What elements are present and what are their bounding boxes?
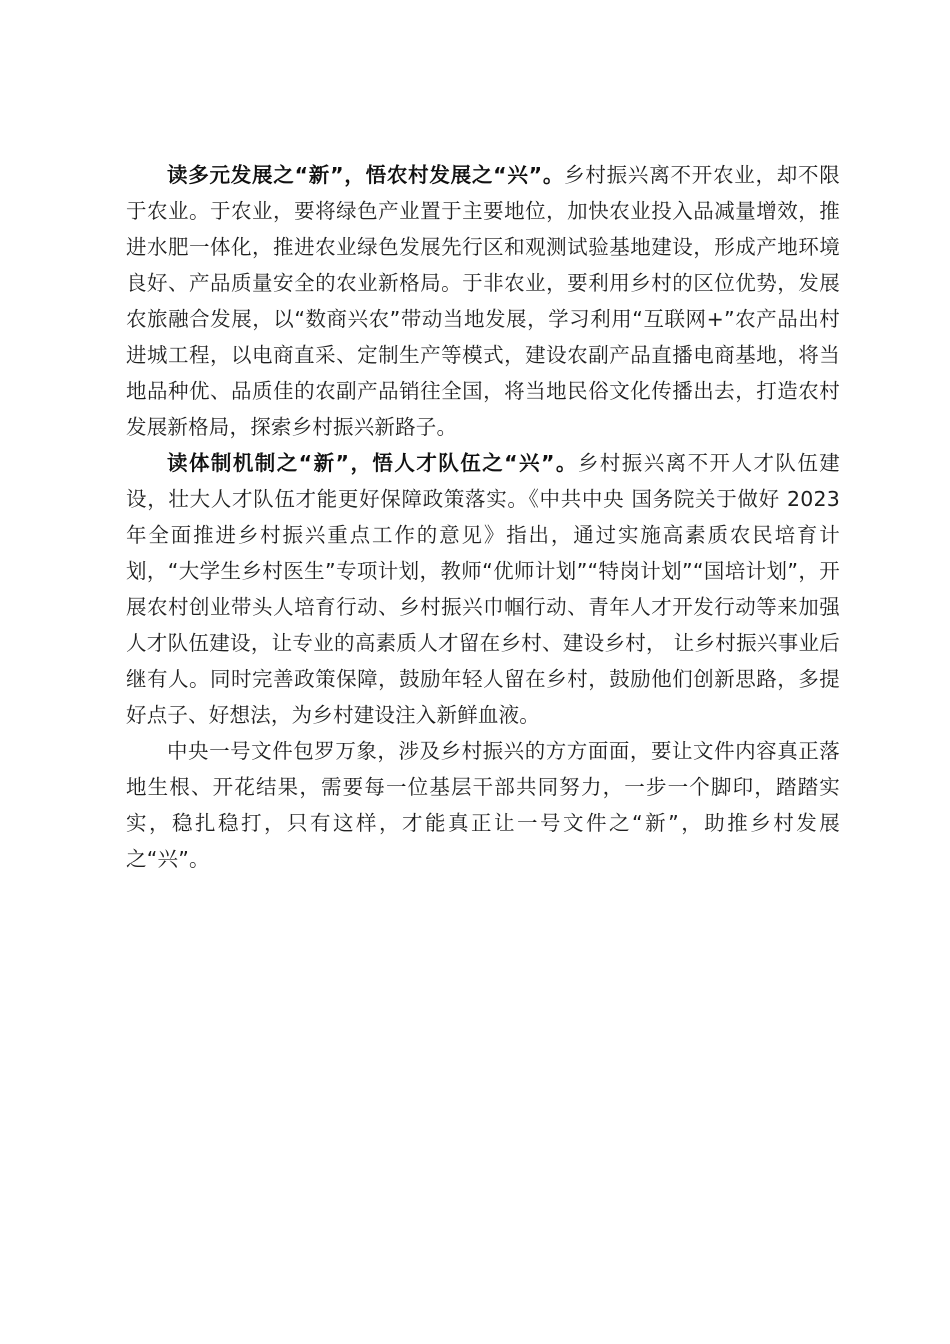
paragraph-text: 中央一号文件包罗万象，涉及乡村振兴的方方面面，要让文件内容真正落地生根、开花结果，需要每一位基层干部共同努力，一步一个脚印，踏踏实实，稳扎稳打，只有这样，才能真正让一号文件之“新”，助推乡村发展之“兴”。: [126, 739, 840, 871]
paragraph-talent-team: [126, 445, 840, 733]
paragraph-lead-heading: 读体制机制之“新”，悟人才队伍之“兴”。: [167, 451, 578, 475]
paragraph-lead-heading: 读多元发展之“新”，悟农村发展之“兴”。: [167, 163, 565, 187]
document-body: [126, 157, 840, 877]
paragraph-text: 乡村振兴离不开人才队伍建设，壮大人才队伍才能更好保障政策落实。《中共中央 国务院关于做好 2023 年全面推进乡村振兴重点工作的意见》指出，通过实施高素质农民培育计划，“大学生乡村医生”专项计划，教师“优师计划”“特岗计划”“国培计划”，开展农村创业带头人培育行动、乡村振兴巾帼行动、青年人才开发行动等来加强人才队伍建设，让专业的高素质人才留在乡村、建设乡村， 让乡村振兴事业后继有人。同时完善政策保障，鼓励年轻人留在乡村，鼓励他们创新思路，多提好点子、好想法，为乡村建设注入新鲜血液。: [126, 451, 840, 727]
paragraph-conclusion: [126, 733, 840, 877]
paragraph-diverse-development: [126, 157, 840, 445]
paragraph-text: 乡村振兴离不开农业，却不限于农业。于农业，要将绿色产业置于主要地位，加快农业投入品减量增效，推进水肥一体化，推进农业绿色发展先行区和观测试验基地建设，形成产地环境良好、产品质量安全的农业新格局。于非农业，要利用乡村的区位优势，发展农旅融合发展，以“数商兴农”带动当地发展，学习利用“互联网+”农产品出村进城工程，以电商直采、定制生产等模式，建设农副产品直播电商基地，将当地品种优、品质佳的农副产品销往全国，将当地民俗文化传播出去，打造农村发展新格局，探索乡村振兴新路子。: [126, 163, 840, 439]
